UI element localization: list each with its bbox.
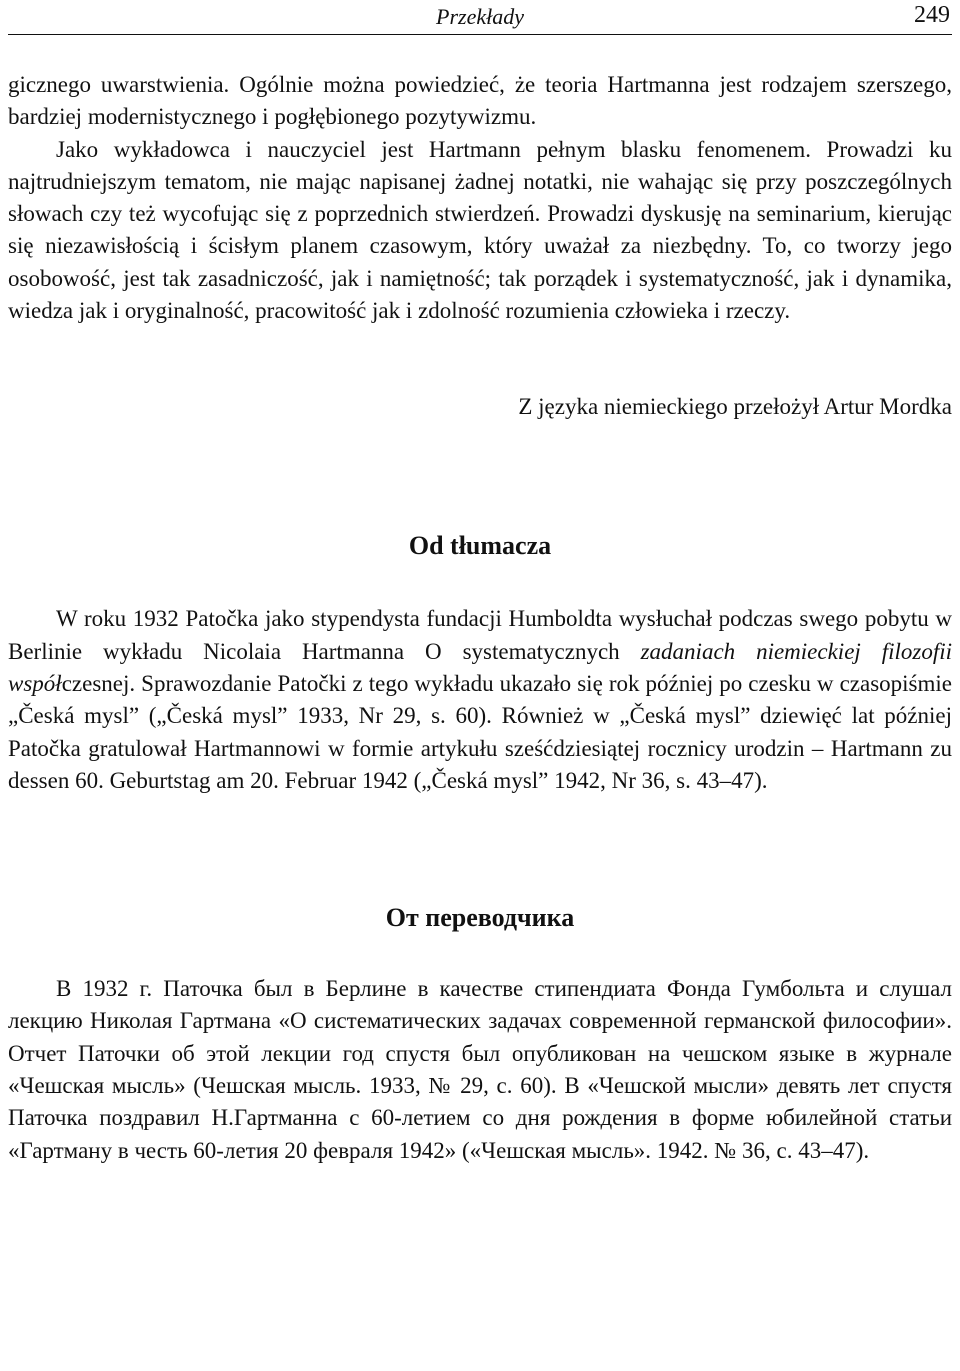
translator-note-heading-pl: Od tłumacza (408, 531, 552, 561)
note-pl-text-2: czesnej. Sprawozdanie Patočki z tego wykładu ukazało się rok później po czesku w czasopiśmie „Česká mysl” („Česká mysl” 1933, Nr 29, s. 60). Również w „Česká mysl” dziewięć lat później Patočka gratulował Hartmannowi w formie artykułu sześćdziesiątej rocznicy urodzin – Hartmann zu dessen 60. Geburtstag am 20. Februar 1942 („Česká mysl” 1942, Nr 36, s. 43–47). (8, 670, 952, 793)
body-paragraph-1: gicznego uwarstwienia. Ogólnie można powiedzieć, że teoria Hartmanna jest rodzajem szerszego, bardziej modernistycznego i pogłębionego pozytywizmu. (8, 72, 952, 130)
translator-note-paragraph-pl (8, 603, 952, 797)
translator-credit: Z języka niemieckiego przełożył Artur Mordka (518, 394, 952, 420)
page-number: 249 (914, 2, 950, 28)
translator-note-heading-ru: От переводчика (385, 903, 575, 933)
body-paragraph-2: Jako wykładowca i nauczyciel jest Hartmann pełnym blasku fenomenem. Prowadzi ku najtrudniejszym tematom, nie mając napisanej żadnej notatki, nie wahając się przy poszczególnych słowach czy też wycofując się z poprzednich stwierdzeń. Prowadzi dyskusję na seminarium, kierując się niezawisłością i ścisłym planem czasowym, który uważał za niezbędny. To, co tworzy jego osobowość, jest tak zasadniczość, jak i namiętność; tak porządek i systematyczność, jak i dynamika, wiedza jak i oryginalność, pracowitość jak i zdolność rozumienia człowieka i rzeczy. (8, 136, 952, 324)
document-page (8, 0, 952, 1167)
running-title: Przekłady (436, 4, 524, 29)
translator-note-paragraph-ru: В 1932 г. Паточка был в Берлине в качестве стипендиата Фонда Гумбольта и слушал лекцию Николая Гартмана «О систематических задачах современной германской философии». Отчет Паточки об этой лекции год спустя был опубликован на чешском языке в журнале «Чешская мысль» (Чешская мысль. 1933, № 29, с. 60). В «Чешской мысли» девять лет спустя Паточка поздравил Н.Гартманна с 60-летием со дня рождения в форме юбилейной статьи «Гартману в честь 60-летия 20 февраля 1942» («Чешская мысль». 1942. № 36, с. 43–47). (8, 976, 952, 1163)
running-header (8, 0, 952, 35)
note-pl-italic-title: zadaniach niemieckiej filozofii współ (8, 638, 952, 696)
note-pl-text-1: W roku 1932 Patočka jako stypendysta fundacji Humboldta wysłuchał podczas swego pobytu w Berlinie wykładu Nicolaia Hartmanna O systematycznych (8, 606, 952, 664)
